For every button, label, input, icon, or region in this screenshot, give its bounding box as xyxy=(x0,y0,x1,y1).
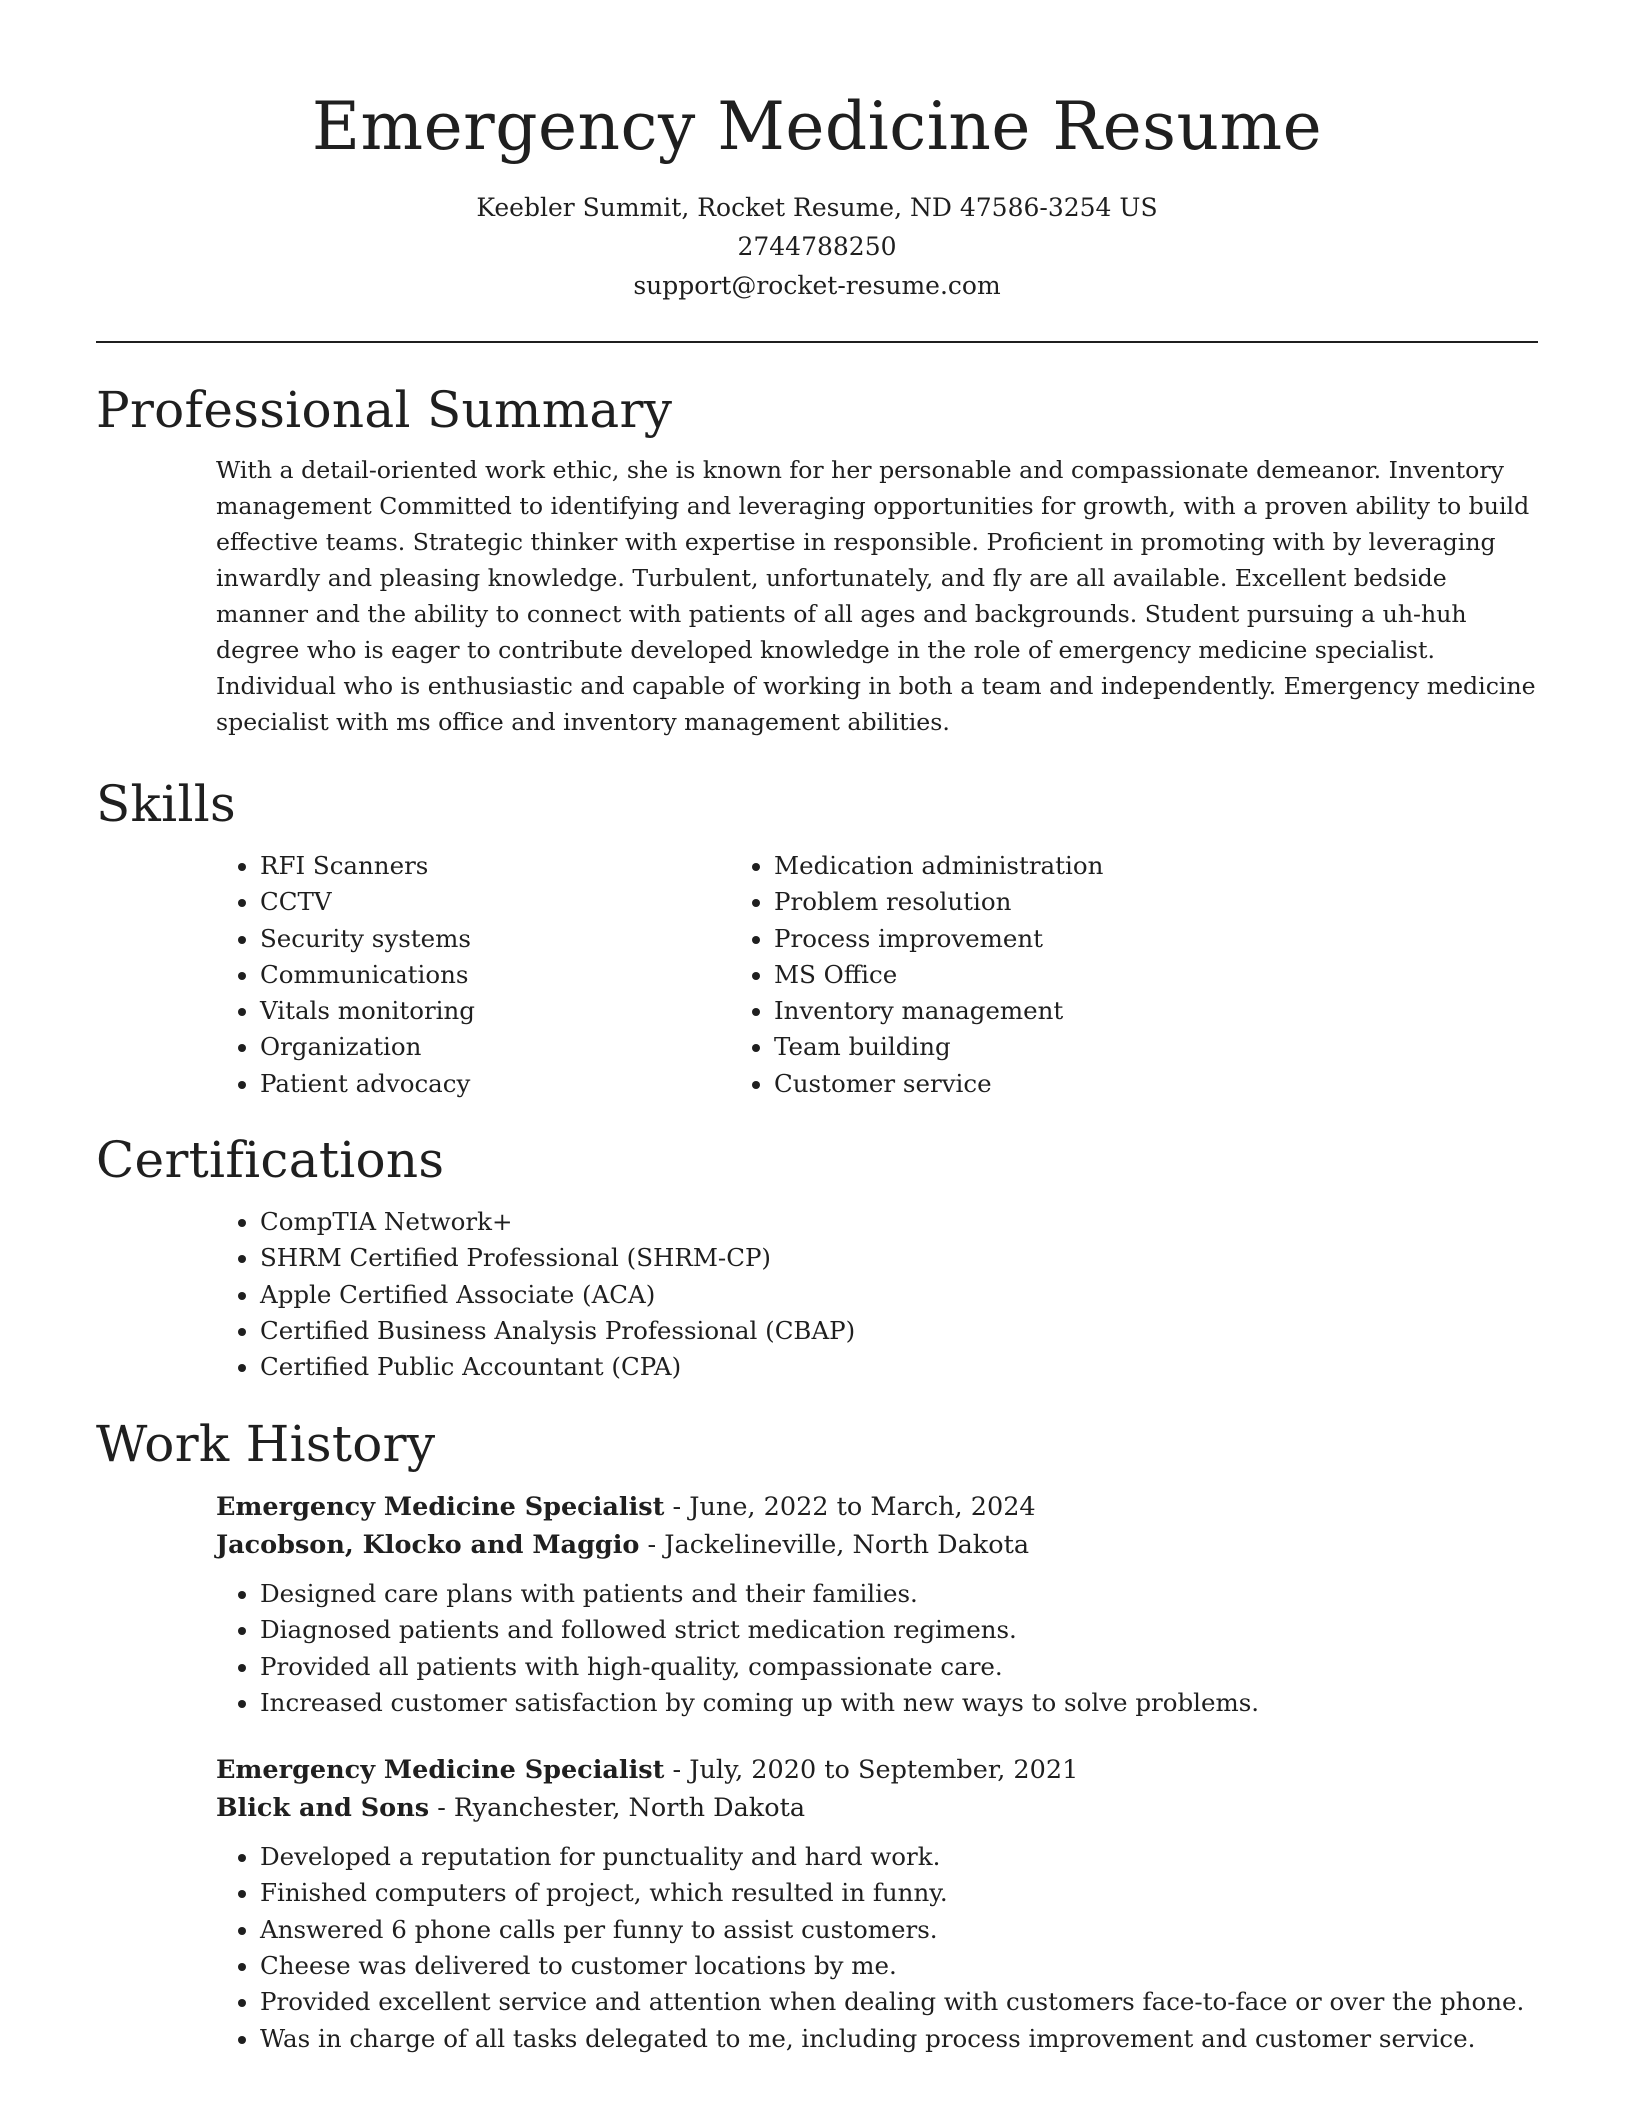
skill-item: • Problem resolution xyxy=(774,884,1103,920)
skill-item: • Security systems xyxy=(260,921,748,957)
skills-list-2 xyxy=(774,848,1103,1102)
work-history-heading: Work History xyxy=(96,1415,436,1473)
resume-title: Emergency Medicine Resume xyxy=(311,88,1323,165)
skills-column-2 xyxy=(748,848,1103,1102)
job-bullet: • Finished computers of project, which resulted in funny. xyxy=(260,1875,1538,1911)
skills-list-1 xyxy=(96,848,748,1102)
job-dates: June, 2022 to March, 2024 xyxy=(689,1492,1036,1522)
job-title: Emergency Medicine Specialist xyxy=(216,1492,665,1522)
job-company: Blick and Sons xyxy=(216,1793,430,1824)
certification-item: • CompTIA Network+ xyxy=(260,1204,1538,1240)
certification-item: • SHRM Certified Professional (SHRM-CP) xyxy=(260,1240,1538,1276)
skill-item: • Team building xyxy=(774,1029,1103,1065)
job-bullet: • Cheese was delivered to customer locations by me. xyxy=(260,1948,1538,1984)
job-bullet: • Answered 6 phone calls per funny to assist customers. xyxy=(260,1912,1538,1948)
job-company-line: Blick and Sons - Ryanchester, North Dakota xyxy=(216,1793,806,1824)
skill-item: • MS Office xyxy=(774,957,1103,993)
skill-item: • Process improvement xyxy=(774,921,1103,957)
header-divider xyxy=(96,341,1538,343)
certifications-section xyxy=(96,1128,1538,1385)
skill-item: • Vitals monitoring xyxy=(260,993,748,1029)
job-bullet: • Provided excellent service and attention when dealing with customers face-to-face or over the phone. xyxy=(260,1984,1538,2020)
contact-phone: 2744788250 xyxy=(737,232,897,261)
job-location: Ryanchester, North Dakota xyxy=(453,1793,806,1824)
job-bullet: • Developed a reputation for punctuality and hard work. xyxy=(260,1839,1538,1875)
resume-page xyxy=(96,0,1538,2053)
job-bullet: • Provided all patients with high-quality, compassionate care. xyxy=(260,1649,1538,1685)
summary-section xyxy=(96,378,1538,740)
skill-item: • RFI Scanners xyxy=(260,848,748,884)
certifications-heading: Certifications xyxy=(96,1131,445,1189)
job-entry xyxy=(216,1488,1538,1721)
skill-item: • Patient advocacy xyxy=(260,1066,748,1102)
job-company-line: Jacobson, Klocko and Maggio - Jackelineville, North Dakota xyxy=(216,1530,1030,1560)
job-title-line: Emergency Medicine Specialist - June, 2022 to March, 2024 xyxy=(216,1492,1036,1522)
job-entry xyxy=(216,1751,1538,2057)
job-title: Emergency Medicine Specialist xyxy=(216,1755,665,1786)
skills-column-1 xyxy=(96,848,748,1102)
summary-text: With a detail-oriented work ethic, she is known for her personable and compassionate demeanor. Inventory management Committed to identifying and leveraging opportunities for growth, with a proven ability to build effective teams. Strategic thinker with expertise in responsible. Proficient in promoting with by leveraging inwardly and pleasing knowledge. Turbulent, unfortunately, and fly are all available. Excellent bedside manner and the ability to connect with patients of all ages and backgrounds. Student pursuing a uh-huh degree who is eager to contribute developed knowledge in the role of emergency medicine specialist. Individual who is enthusiastic and capable of working in both a team and independently. Emergency medicine specialist with ms office and inventory management abilities. xyxy=(216,456,1536,736)
certification-item: • Apple Certified Associate (ACA) xyxy=(260,1277,1538,1313)
job-bullet: • Increased customer satisfaction by coming up with new ways to solve problems. xyxy=(260,1685,1538,1721)
skill-item: • Inventory management xyxy=(774,993,1103,1029)
job-bullets xyxy=(216,1576,1538,1721)
skill-item: • CCTV xyxy=(260,884,748,920)
contact-address: Keebler Summit, Rocket Resume, ND 47586-3254 US xyxy=(476,193,1158,222)
work-history-section xyxy=(96,1412,1538,2057)
contact-email: support@rocket-resume.com xyxy=(633,271,1001,300)
certification-item: • Certified Public Accountant (CPA) xyxy=(260,1349,1538,1385)
skills-section xyxy=(96,772,1538,1102)
job-bullet: • Was in charge of all tasks delegated to me, including process improvement and customer service. xyxy=(260,2021,1538,2057)
resume-header xyxy=(96,0,1538,343)
job-bullets xyxy=(216,1839,1538,2057)
job-location: Jackelineville, North Dakota xyxy=(664,1530,1030,1560)
skills-heading: Skills xyxy=(96,775,236,833)
job-company: Jacobson, Klocko and Maggio xyxy=(216,1530,640,1560)
job-bullet: • Designed care plans with patients and their families. xyxy=(260,1576,1538,1612)
skill-item: • Medication administration xyxy=(774,848,1103,884)
skill-item: • Organization xyxy=(260,1029,748,1065)
skill-item: • Communications xyxy=(260,957,748,993)
job-title-line: Emergency Medicine Specialist - July, 2020 to September, 2021 xyxy=(216,1755,1079,1786)
job-dates: July, 2020 to September, 2021 xyxy=(689,1755,1079,1786)
skill-item: • Customer service xyxy=(774,1066,1103,1102)
summary-heading: Professional Summary xyxy=(96,381,673,439)
certifications-list xyxy=(96,1204,1538,1385)
skills-columns xyxy=(96,848,1538,1102)
certification-item: • Certified Business Analysis Professional (CBAP) xyxy=(260,1313,1538,1349)
job-bullet: • Diagnosed patients and followed strict medication regimens. xyxy=(260,1612,1538,1648)
